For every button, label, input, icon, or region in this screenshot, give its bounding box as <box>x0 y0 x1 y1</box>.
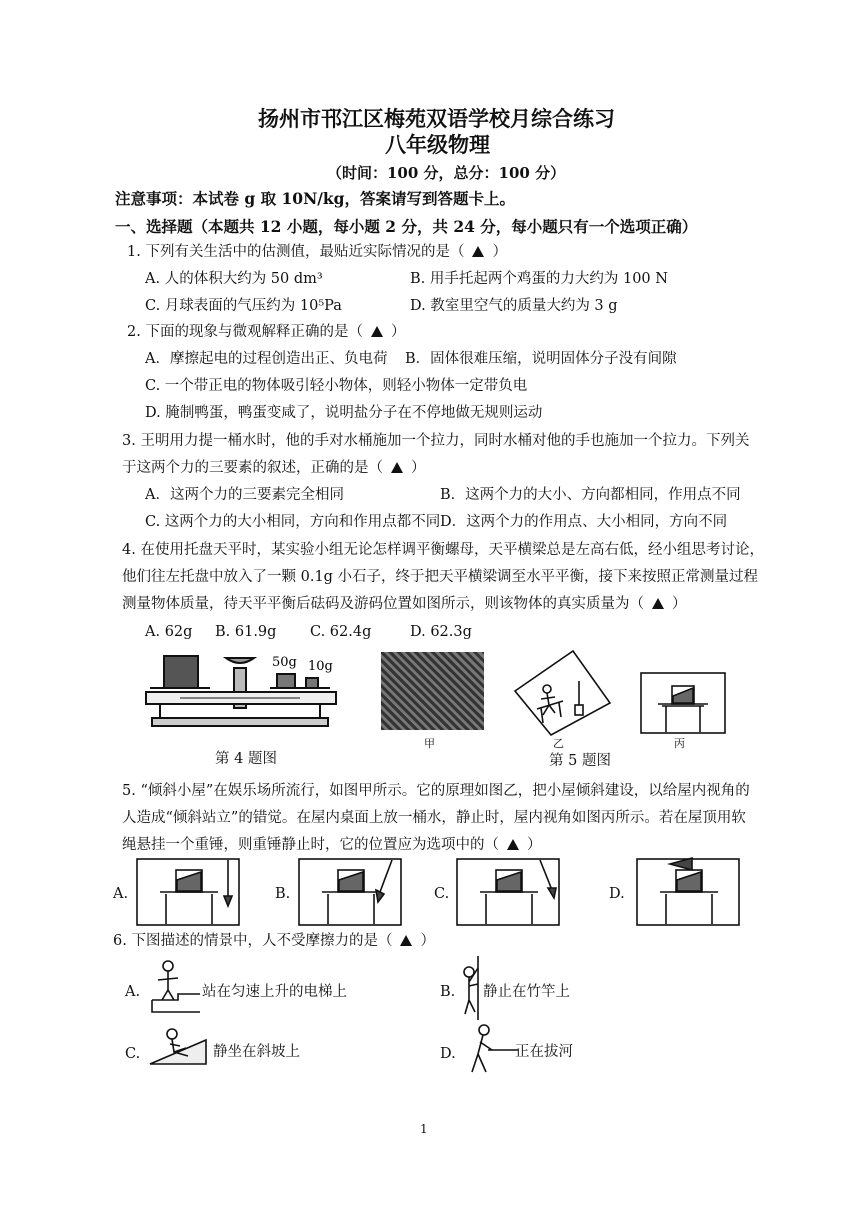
q4-option-c: C. 62.4g <box>310 624 372 640</box>
answer-triangle-icon <box>652 598 664 609</box>
room-view-diagram <box>640 672 726 736</box>
q1-option-a: A. 人的体积大约为 50 dm³ <box>145 271 323 287</box>
q6-option-d-label: D. <box>440 1046 456 1062</box>
q5-option-a-figure <box>136 858 240 928</box>
q5-line1: 5. “倾斜小屋”在娱乐场所流行，如图甲所示。它的原理如图乙，把小屋倾斜建设，以给屋内视角的 <box>122 783 750 799</box>
q6-option-d-text: 正在拔河 <box>515 1044 573 1060</box>
tilted-house-photo <box>381 652 484 730</box>
q6-option-a-text: 站在匀速上升的电梯上 <box>202 984 347 1000</box>
q6-option-a-label: A. <box>125 984 141 1000</box>
answer-triangle-icon <box>371 326 383 337</box>
person-escalator-figure <box>148 958 200 1016</box>
q1-option-b: B. 用手托起两个鸡蛋的力大约为 100 N <box>410 271 668 287</box>
q5-line2: 人造成“倾斜站立”的错觉。在屋内桌面上放一桶水，静止时，屋内视角如图丙所示。若在屋顶用软 <box>122 810 746 826</box>
fig4-caption: 第 4 题图 <box>215 751 277 767</box>
q3-line1: 3. 王明用力提一桶水时，他的手对水桶施加一个拉力，同时水桶对他的手也施加一个拉力。下列关 <box>122 433 750 449</box>
q5-option-d-figure <box>636 856 740 928</box>
tilted-house-diagram <box>505 643 615 738</box>
q5-line3: 绳悬挂一个重锤，则重锤静止时，它的位置应为选项中的（ ） <box>122 837 542 853</box>
q4-option-b: B. 61.9g <box>215 624 277 640</box>
q2-option-a: A．摩擦起电的过程创造出正、负电荷 <box>145 351 388 367</box>
answer-triangle-icon <box>472 246 484 257</box>
answer-triangle-icon <box>391 462 403 473</box>
weight-10g-label: 10g <box>308 659 333 674</box>
q2-stem: 2. 下面的现象与微观解释正确的是（ ） <box>127 324 406 340</box>
person-slope-figure <box>148 1026 208 1066</box>
exam-subtitle: 八年级物理 <box>385 132 490 157</box>
q5-option-c-figure <box>456 858 560 928</box>
q5-option-c-label: C. <box>434 886 450 902</box>
q5-option-a-label: A. <box>113 886 129 902</box>
q4-line3: 测量物体质量，待天平平衡后砝码及游码位置如图所示，则该物体的真实质量为（ ） <box>122 596 687 612</box>
time-info: （时间：100 分，总分：100 分） <box>327 164 566 182</box>
page-number: 1 <box>420 1122 428 1136</box>
exam-title: 扬州市邗江区梅苑双语学校月综合练习 <box>258 106 615 131</box>
q1-option-d: D. 教室里空气的质量大约为 3 g <box>410 298 618 314</box>
q4-line2: 他们往左托盘中放入了一颗 0.1g 小石子，终于把天平横梁调至水平平衡，接下来按照正常测量过程 <box>122 569 759 585</box>
q4-option-a: A. 62g <box>145 624 193 640</box>
person-tug-of-war-figure <box>462 1022 518 1078</box>
label-jia: 甲 <box>424 737 435 750</box>
q6-option-c-text: 静坐在斜坡上 <box>213 1044 300 1060</box>
q3-option-b: B．这两个力的大小、方向都相同，作用点不同 <box>440 487 741 503</box>
answer-triangle-icon <box>507 839 519 850</box>
q5-option-b-label: B. <box>275 886 291 902</box>
section-title: 一、选择题（本题共 12 小题，每小题 2 分，共 24 分，每小题只有一个选项正确） <box>115 217 698 236</box>
balance-figure <box>140 648 360 738</box>
q6-option-b-text: 静止在竹竿上 <box>483 984 570 1000</box>
q4-option-d: D. 62.3g <box>410 624 472 640</box>
q5-option-d-label: D. <box>609 886 625 902</box>
q3-option-a: A．这两个力的三要素完全相同 <box>145 487 344 503</box>
weight-50g-label: 50g <box>272 655 297 670</box>
q2-option-b: B．固体很难压缩，说明固体分子没有间隙 <box>405 351 677 367</box>
q6-stem: 6. 下图描述的情景中，人不受摩擦力的是（ ） <box>113 933 435 949</box>
q5-option-b-figure <box>298 858 402 928</box>
notice: 注意事项：本试卷 g 取 10N/kg，答案请写到答题卡上。 <box>115 189 516 208</box>
q1-stem: 1. 下列有关生活中的估测值，最贴近实际情况的是（ ） <box>127 244 507 260</box>
q4-line1: 4. 在使用托盘天平时，某实验小组无论怎样调平衡螺母，天平横梁总是左高右低，经小组思考讨论， <box>122 542 764 558</box>
q1-option-c: C. 月球表面的气压约为 10⁵Pa <box>145 298 342 314</box>
q2-option-d: D. 腌制鸭蛋，鸭蛋变咸了，说明盐分子在不停地做无规则运动 <box>145 405 543 421</box>
fig5-caption: 第 5 题图 <box>549 753 611 769</box>
q3-line2: 于这两个力的三要素的叙述，正确的是（ ） <box>122 460 426 476</box>
q6-option-c-label: C. <box>125 1046 141 1062</box>
q2-option-c: C. 一个带正电的物体吸引轻小物体，则轻小物体一定带负电 <box>145 378 528 394</box>
q6-option-b-label: B. <box>440 984 456 1000</box>
label-bing: 丙 <box>674 737 685 750</box>
q3-option-d: D．这两个力的作用点、大小相同，方向不同 <box>440 514 728 530</box>
q3-option-c: C. 这两个力的大小相同，方向和作用点都不同 <box>145 514 441 530</box>
label-yi: 乙 <box>553 737 564 750</box>
answer-triangle-icon <box>400 935 412 946</box>
